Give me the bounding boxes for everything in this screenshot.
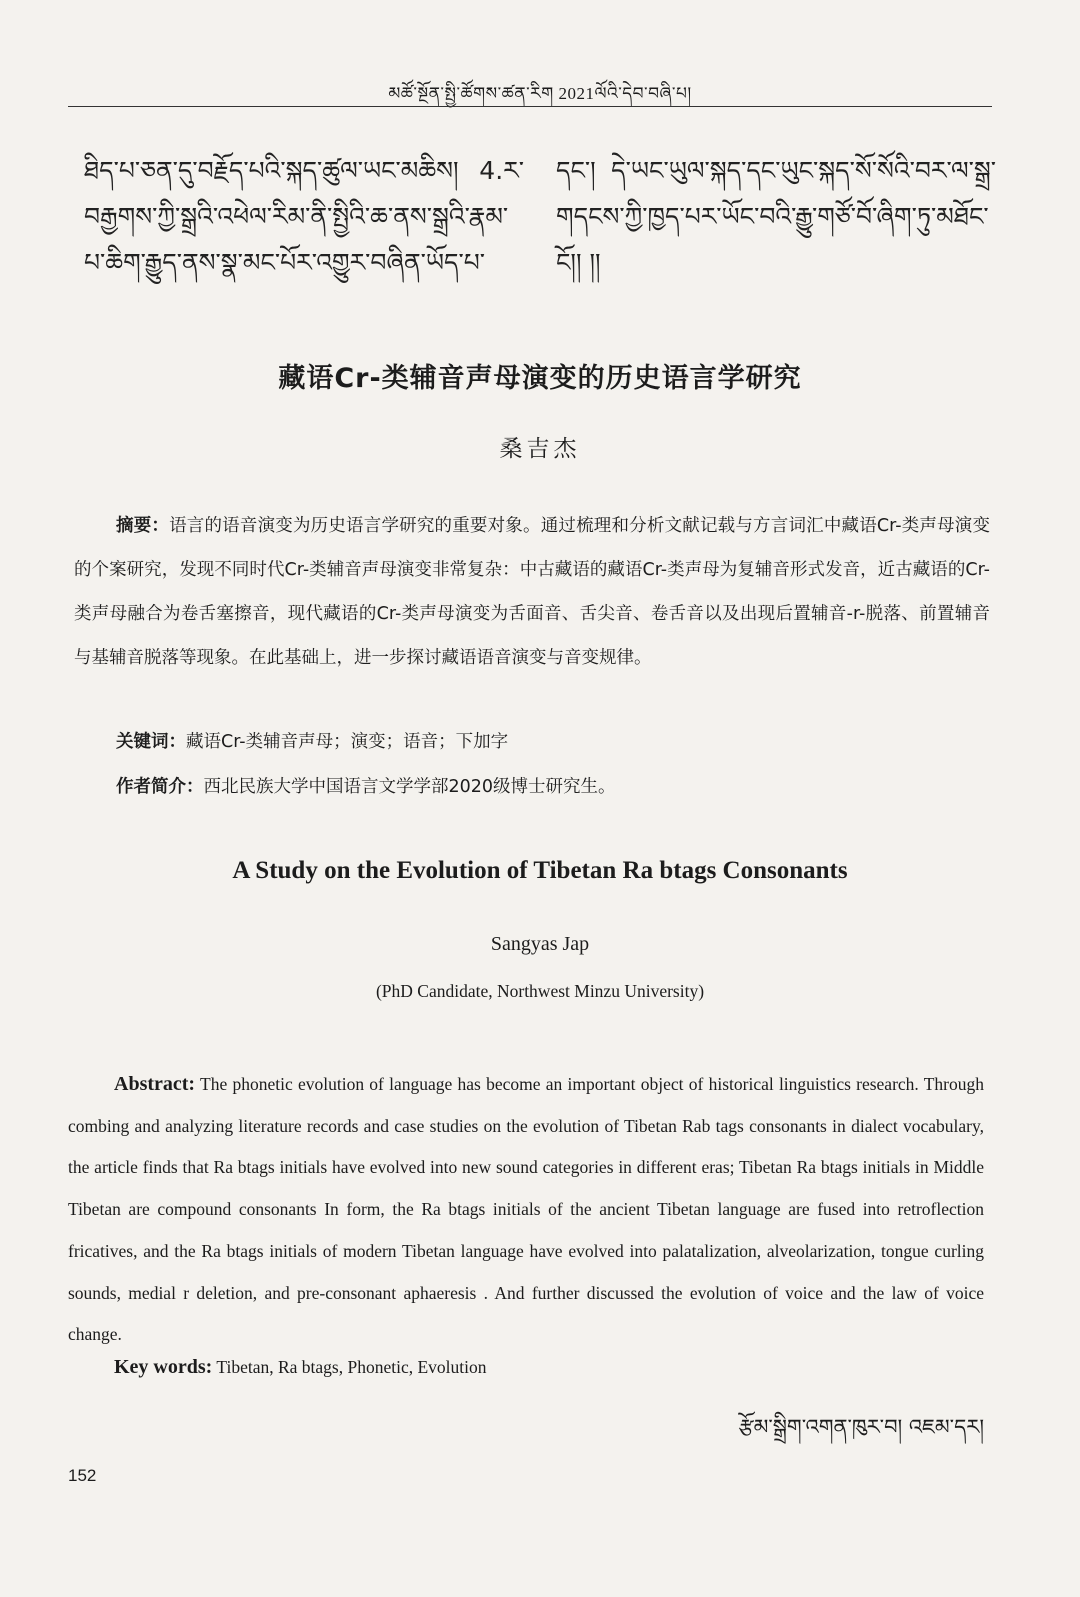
english-author: Sangyas Jap <box>490 933 590 955</box>
page-number: 152 <box>68 1466 97 1485</box>
english-affiliation: (PhD Candidate, Northwest Minzu University) <box>375 981 705 1001</box>
chinese-bio-label: 作者简介： <box>116 777 204 797</box>
chinese-author-bio <box>74 772 990 802</box>
english-abstract <box>68 1064 984 1356</box>
editor-credit: རྩོམ་སྒྲིག་འགན་ཁུར་བ། འཇམ་དར། <box>738 1415 984 1439</box>
english-title: A Study on the Evolution of Tibetan Ra btags Consonants <box>232 857 848 884</box>
chinese-keywords <box>74 727 990 757</box>
chinese-keywords-label: 关键词： <box>116 732 186 752</box>
tibetan-continuation <box>84 148 996 286</box>
running-header: མཚོ་སྔོན་སྤྱི་ཚོགས་ཚན་རིག 2021ལོའི་དེབ་བཞི་པ། <box>388 84 692 103</box>
chinese-abstract-label: 摘要： <box>116 516 170 536</box>
english-keywords-label: Key words: <box>114 1356 213 1378</box>
chinese-author: 桑吉杰 <box>499 436 581 462</box>
chinese-bio-text: 西北民族大学中国语言文学学部2020级博士研究生。 <box>203 777 616 797</box>
header-rule <box>68 106 992 107</box>
chinese-abstract-text: 语言的语音演变为历史语言学研究的重要对象。通过梳理和分析文献记载与方言词汇中藏语Cr-类声母演变的个案研究，发现不同时代Cr-类辅音声母演变非常复杂：中古藏语的藏语Cr-类声母为复辅音形式发音，近古藏语的Cr-类声母融合为卷舌塞擦音，现代藏语的Cr-类声母演变为舌面音、舌尖音、卷舌音以及出现后置辅音-r-脱落、前置辅音与基辅音脱落等现象。在此基础上，进一步探讨藏语语音演变与音变规律。 <box>74 516 991 668</box>
tibetan-column-left: ཐིད་པ་ཅན་དུ་བརྗོད་པའི་སྐད་ཚུལ་ཡང་མཆིས། 4.ར་བརྒྱགས་ཀྱི་སྒྲའི་འཕེལ་རིམ་ནི་སྤྱིའི་ཆ་ནས་སྒྲའི་རྣམ་པ་ཆིག་རྒྱུད་ནས་སྣ་མང་པོར་འགྱུར་བཞིན་ཡོད་པ་ <box>84 156 524 277</box>
chinese-abstract <box>74 504 990 680</box>
chinese-title: 藏语Cr-类辅音声母演变的历史语言学研究 <box>278 363 802 394</box>
english-abstract-text: The phonetic evolution of language has become an important object of historical linguistics research. Through combing and analyzing literature records and case studies on the evolution of Tibetan Rab tags consonants in dialect vocabulary, the article finds that Ra btags initials have evolved into new sound categories in different eras; Tibetan Ra btags initials in Middle Tibetan are compound consonants In form, the Ra btags initials of the ancient Tibetan language are fused into retroflection fricatives, and the Ra btags initials of modern Tibetan language have evolved into palatalization, alveolarization, tongue curling sounds, medial r deletion, and pre-consonant aphaeresis . And further discussed the evolution of voice and the law of voice change. <box>68 1074 984 1345</box>
tibetan-column-right: དང་། དེ་ཡང་ཡུལ་སྐད་དང་ཡུང་སྐད་སོ་སོའི་བར་ལ་སྒྲ་གདངས་ཀྱི་ཁྱད་པར་ཡོང་བའི་རྒྱུ་གཙོ་བོ་ཞིག་ཏུ་མཐོང་ངོ།། །། <box>556 156 996 277</box>
english-keywords-text: Tibetan, Ra btags, Phonetic, Evolution <box>212 1357 487 1377</box>
chinese-keywords-text: 藏语Cr-类辅音声母；演变；语音；下加字 <box>186 732 509 752</box>
english-abstract-label: Abstract: <box>114 1073 196 1095</box>
english-keywords <box>114 1356 487 1379</box>
